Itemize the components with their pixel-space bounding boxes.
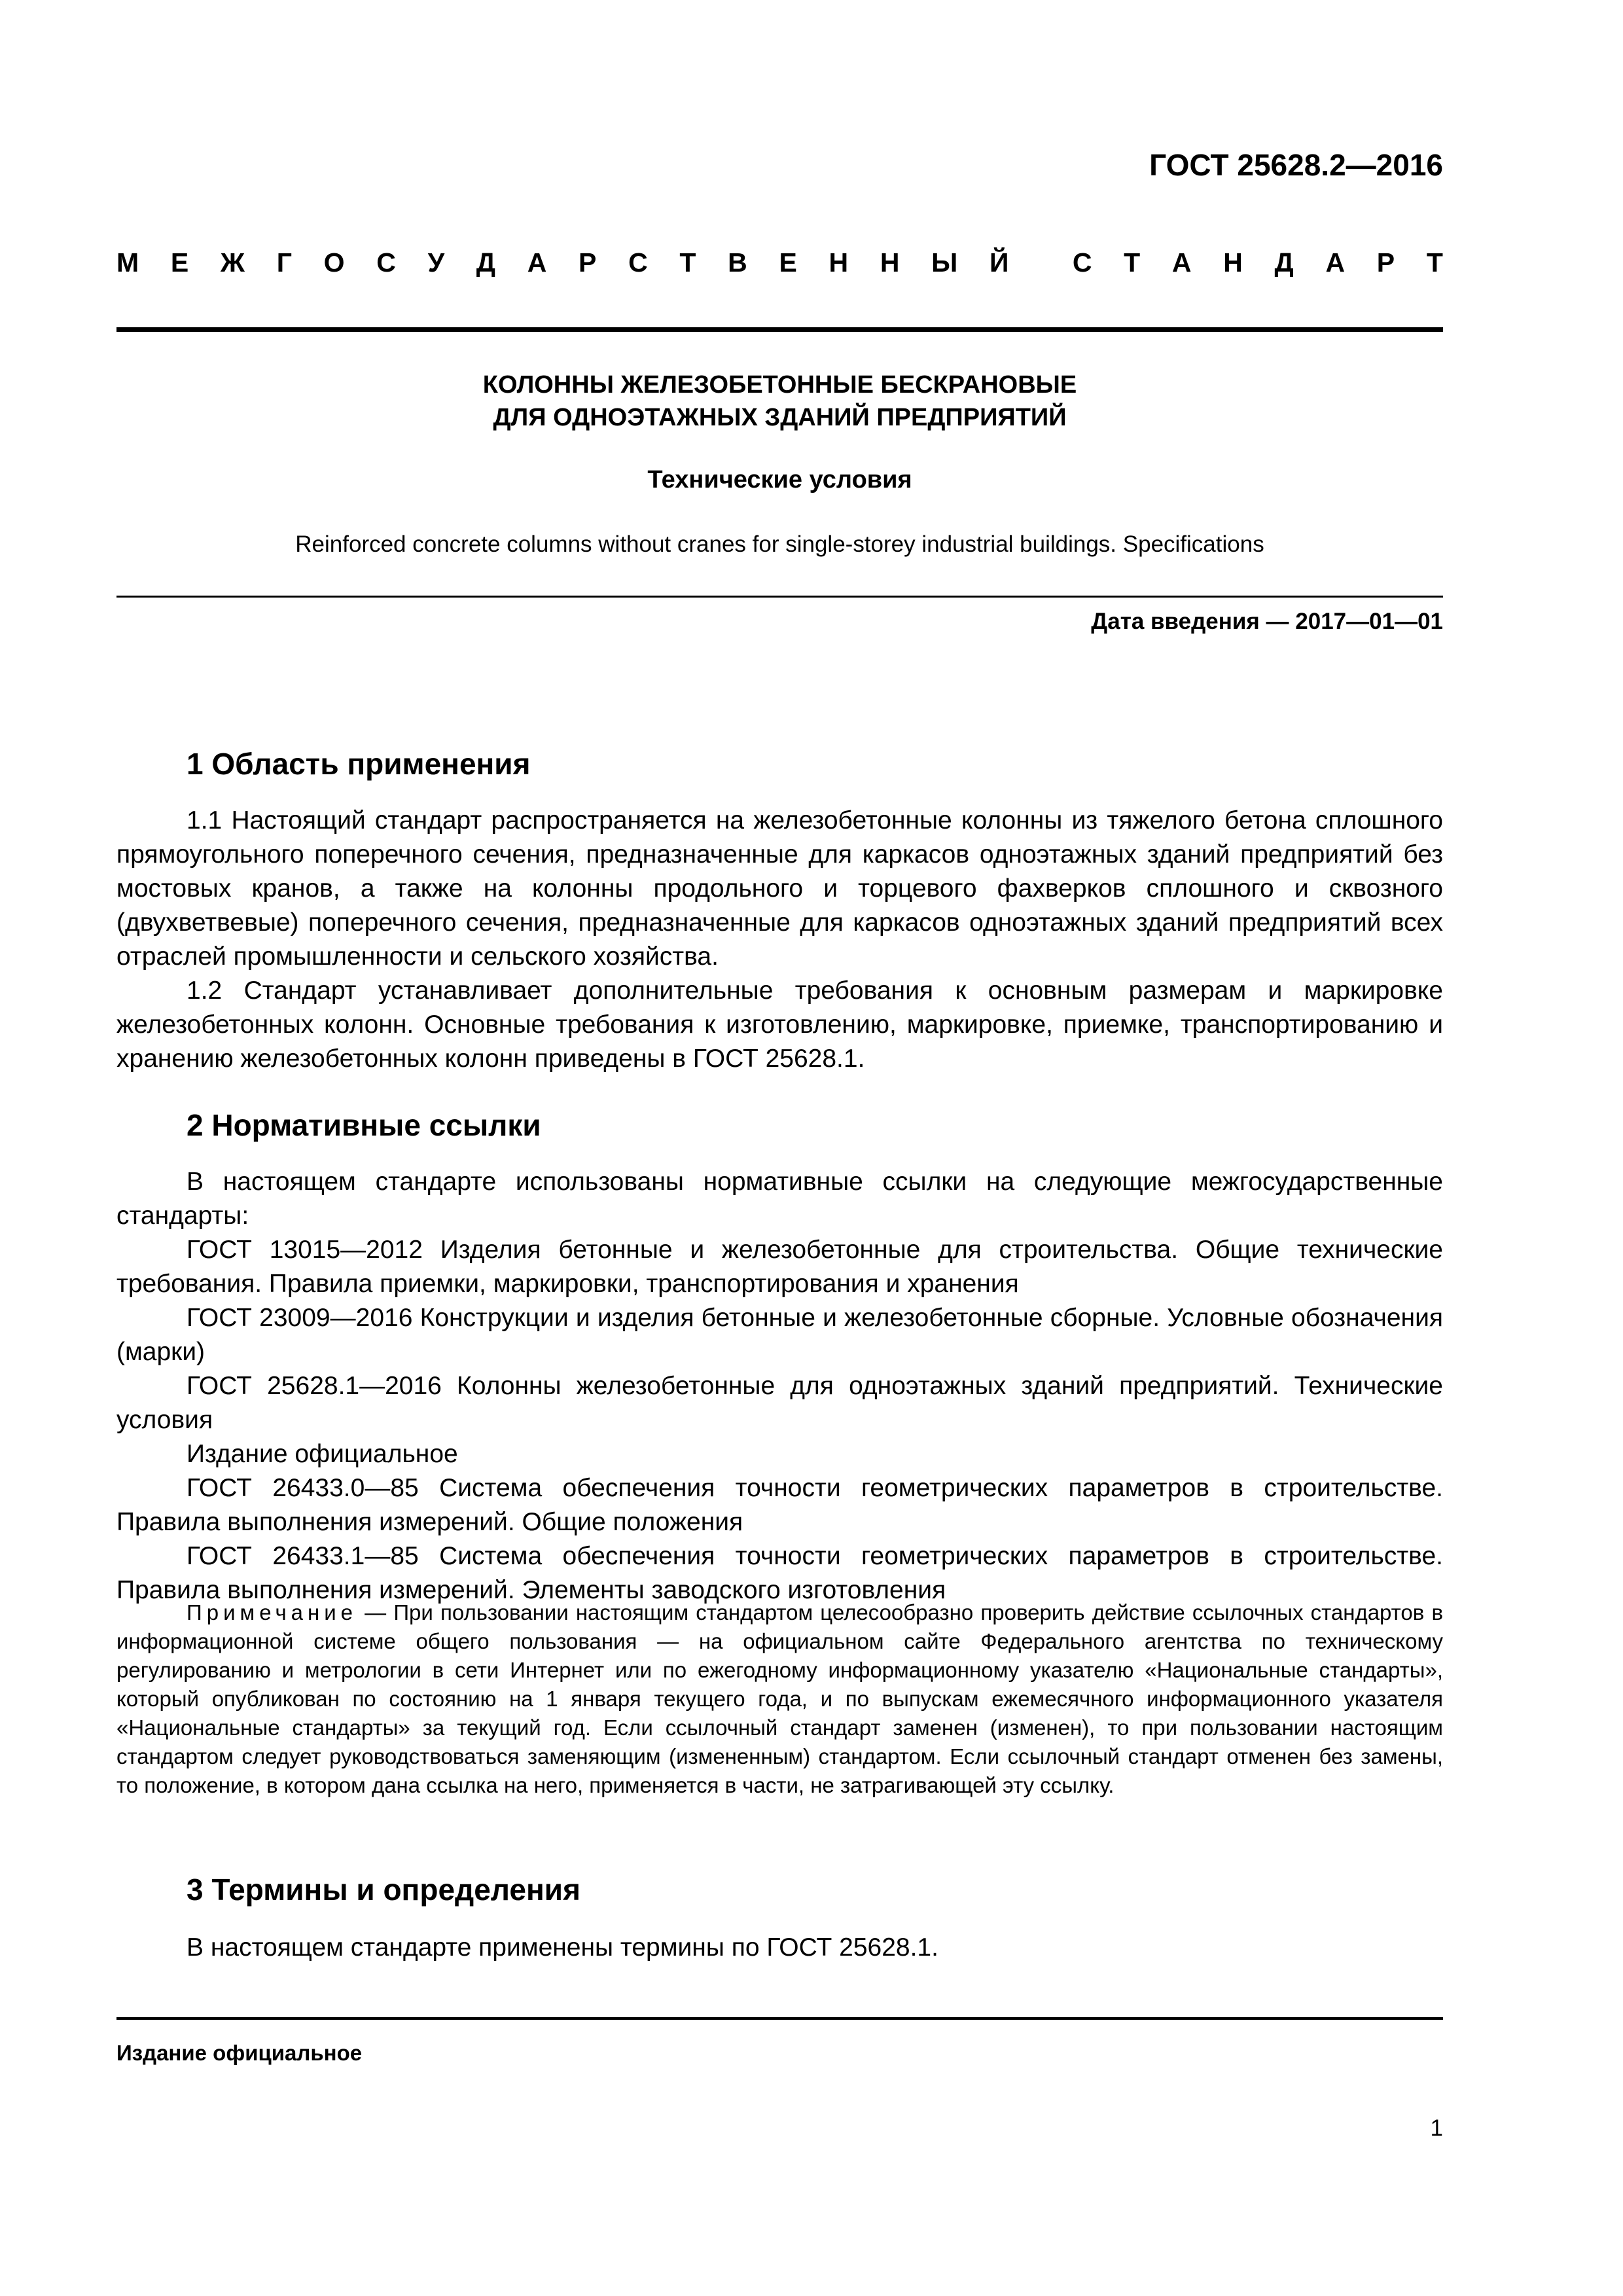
banner-letter: С [376,247,396,278]
banner-letter: Т [1124,247,1141,278]
banner-letter: Т [679,247,696,278]
reference-item [116,1301,1443,1369]
banner-letter: Т [1426,247,1443,278]
reference-text: ГОСТ 26433.1—85 Система обеспечения точности геометрических параметров в строительстве. Правила выполнения измерений. Элементы заводского изготовления [116,1542,1443,1604]
banner-letter: У [427,247,445,278]
banner-letter: Й [989,247,1009,278]
banner-letter: О [323,247,345,278]
reference-item [116,1471,1443,1539]
banner-letter: Е [170,247,189,278]
footer-divider [116,2017,1443,2020]
banner-letter: Ы [931,247,958,278]
reference-item [116,1233,1443,1301]
title-line-1: КОЛОННЫ ЖЕЛЕЗОБЕТОННЫЕ БЕСКРАНОВЫЕ [482,371,1077,399]
section-2-body [116,1165,1443,1607]
reference-item [116,1539,1443,1607]
reference-text: ГОСТ 23009—2016 Конструкции и изделия бетонные и железобетонные сборные. Условные обозначения (марки) [116,1304,1443,1366]
banner-letter: Д [1274,247,1294,278]
references-intro [116,1165,1443,1233]
reference-text: ГОСТ 25628.1—2016 Колонны железобетонные для одноэтажных зданий предприятий. Технические условия [116,1372,1443,1434]
banner-letter: А [527,247,547,278]
note-text: — При пользовании настоящим стандартом целесообразно проверить действие ссылочных стандартов в информационной системе общего пользования — на официальном сайте Федерального агентства по техническому регулированию и метрологии в сети Интернет или по ежегодному информационному указателю «Национальные стандарты», который опубликован по состоянию на 1 января текущего года, и по выпускам ежемесячного информационного указателя «Национальные стандарты» за текущий год. Если ссылочный стандарт заменен (изменен), то при пользовании настоящим стандартом следует руководствоваться заменяющим (измененным) стандартом. Если ссылочный стандарт отменен без замены, то положение, в котором дана ссылка на него, применяется в части, не затрагивающей эту ссылку. [116,1600,1443,1797]
paragraph-1-2 [116,974,1443,1076]
reference-text: ГОСТ 26433.0—85 Система обеспечения точности геометрических параметров в строительстве. Правила выполнения измерений. Общие положения [116,1474,1443,1536]
banner-letter: Р [579,247,597,278]
section-3-heading: 3 Термины и определения [187,1873,580,1907]
section-3-body [116,1931,1443,1965]
banner-letter: Р [1376,247,1395,278]
document-subtitle: Технические условия [647,466,912,493]
english-title: Reinforced concrete columns without cranes for single-storey industrial buildings. Specifications [295,531,1264,557]
reference-text: ГОСТ 13015—2012 Изделия бетонные и железобетонные для строительства. Общие технические требования. Правила приемки, маркировки, транспортирования и хранения [116,1236,1443,1298]
document-title [116,368,1443,434]
banner-letter: Н [829,247,849,278]
paragraph-text: В настоящем стандарте использованы нормативные ссылки на следующие межгосударственные стандарты: [116,1168,1443,1230]
banner-letter: А [1171,247,1192,278]
paragraph-text: 1.2 Стандарт устанавливает дополнительные требования к основным размерам и маркировке железобетонных колонн. Основные требования к изготовлению, маркировке, приемке, транспортированию и хранению железобетонных колонн приведены в ГОСТ 25628.1. [116,977,1443,1073]
banner-letter: Д [476,247,495,278]
banner-letter: Е [779,247,797,278]
banner-letter: С [1072,247,1092,278]
banner-letter: А [1325,247,1346,278]
document-code: ГОСТ 25628.2—2016 [1149,148,1443,182]
paragraph-3 [116,1931,1443,1965]
banner-letter: В [728,247,747,278]
banner-letter: Г [276,247,292,278]
header-divider [116,327,1443,332]
reference-item [116,1369,1443,1437]
page-number: 1 [1430,2115,1443,2141]
banner-letter: Н [880,247,900,278]
paragraph-1-1 [116,804,1443,974]
banner-letter: С [628,247,648,278]
section-1-heading: 1 Область применения [187,747,531,781]
banner-letter: М [116,247,139,278]
introduction-date: Дата введения — 2017—01—01 [1091,609,1443,634]
section-1-body [116,804,1443,1076]
note-label: Примечание [187,1600,358,1624]
interstate-standard-banner [116,247,1443,278]
footer-edition-label: Издание официальное [116,2041,363,2065]
paragraph-text: 1.1 Настоящий стандарт распространяется на железобетонные колонны из тяжелого бетона сплошного прямоугольного поперечного сечения, предназначенные для каркасов одноэтажных зданий предприятий без мостовых кранов, а также на колонны продольного и торцевого фахверков сплошного и сквозного (двухветвевые) поперечного сечения, предназначенные для каркасов одноэтажных зданий предприятий всех отраслей промышленности и сельского хозяйства. [116,806,1443,971]
paragraph-text: В настоящем стандарте применены термины по ГОСТ 25628.1. [187,1933,938,1962]
title-line-2: ДЛЯ ОДНОЭТАЖНЫХ ЗДАНИЙ ПРЕДПРИЯТИЙ [493,404,1067,431]
section-2-heading: 2 Нормативные ссылки [187,1108,541,1142]
banner-letter: Н [1223,247,1243,278]
edition-note [116,1437,1443,1471]
banner-letter: Ж [220,247,245,278]
title-divider [116,596,1443,598]
references-note [116,1598,1443,1800]
paragraph-text: Издание официальное [187,1440,458,1468]
